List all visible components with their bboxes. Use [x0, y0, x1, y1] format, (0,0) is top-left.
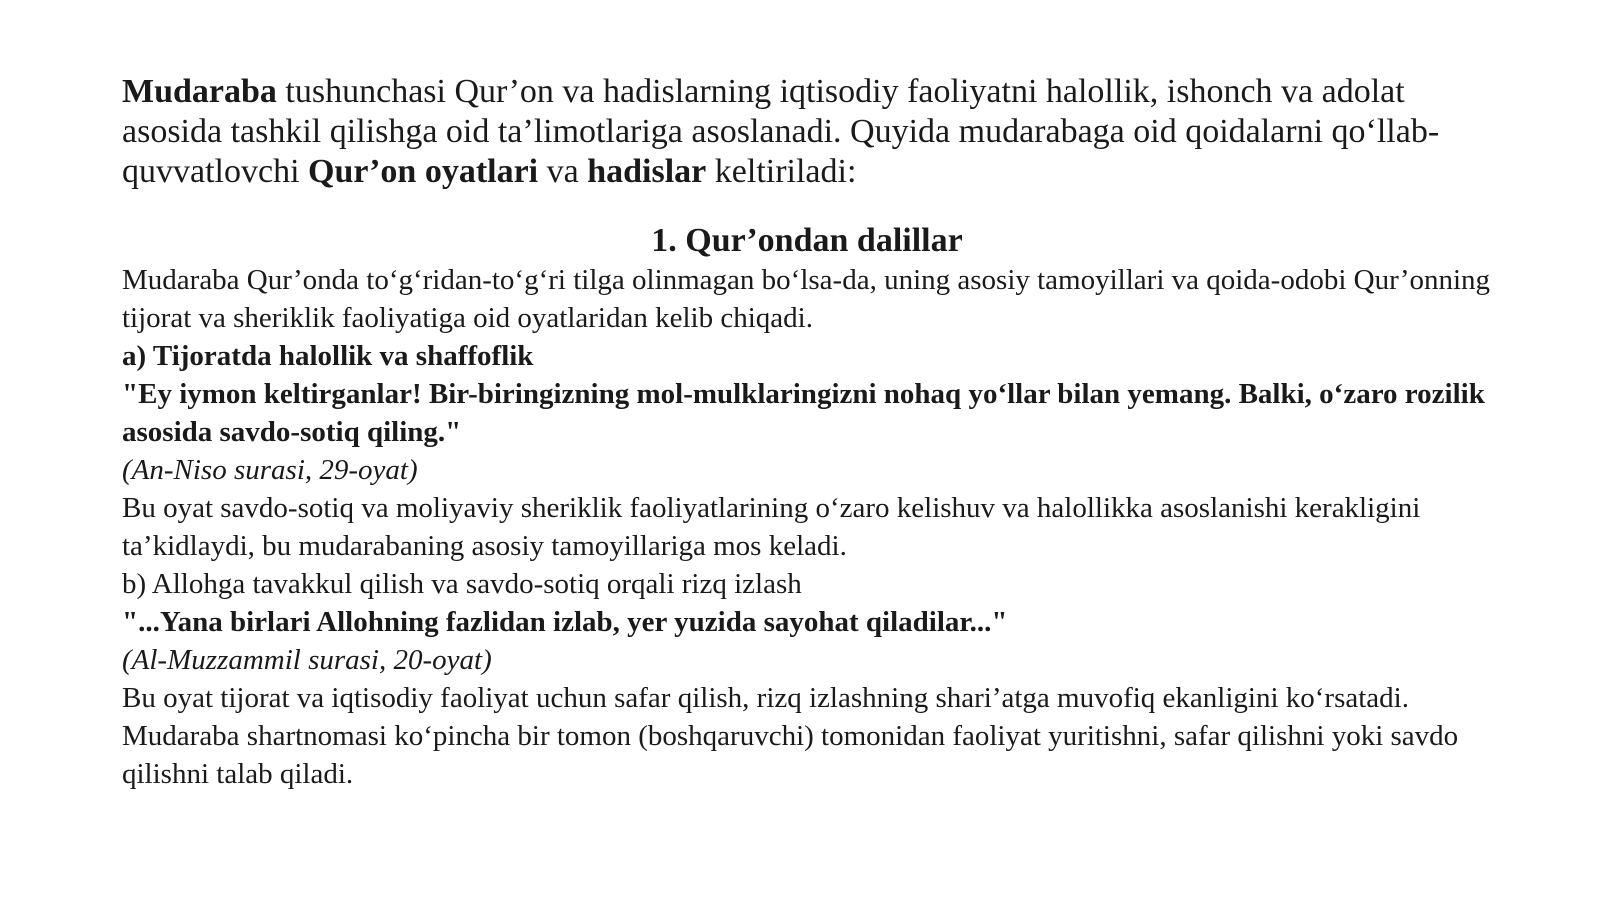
- intro-text-3: keltiriladi:: [706, 153, 857, 190]
- intro-paragraph: [122, 72, 1492, 192]
- subheading-b: b) Allohga tavakkul qilish va savdo-sotiq orqali rizq izlash: [122, 568, 802, 600]
- term-mudaraba: Mudaraba: [122, 73, 277, 110]
- section-intro: Mudaraba Qur’onda to‘g‘ridan-to‘g‘ri tilga olinmagan bo‘lsa-da, uning asosiy tamoyillari va qoida-odobi Qur’onning tijorat va sheriklik faoliyatiga oid oyatlaridan kelib chiqadi.: [122, 264, 1491, 334]
- intro-text-1: tushunchasi Qur’on va hadislarning iqtisodiy faoliyatni halollik, ishonch va adolat asosida tashkil qilishga oid ta’limotlariga asoslanadi. Quyida mudarabaga oid qoidalarni qo‘llab-quvvatlovchi: [122, 73, 1440, 190]
- intro-text-2: va: [538, 153, 588, 190]
- quote-a: "Ey iymon keltirganlar! Bir-biringizning mol-mulklaringizni nohaq yo‘llar bilan yemang. Balki, o‘zaro rozilik asosida savdo-sotiq qiling.": [122, 378, 1485, 448]
- reference-b: (Al-Muzzammil surasi, 20-oyat): [122, 644, 492, 676]
- commentary-a: Bu oyat savdo-sotiq va moliyaviy sheriklik faoliyatlarining o‘zaro kelishuv va halollikka asoslanishi kerakligini ta’kidlaydi, bu mudarabaning asosiy tamoyillariga mos keladi.: [122, 492, 1421, 562]
- term-quron-oyatlari: Qur’on oyatlari: [308, 153, 539, 190]
- subheading-a: a) Tijoratda halollik va shaffoflik: [122, 340, 534, 372]
- term-hadislar: hadislar: [587, 153, 707, 190]
- slide-content: [122, 72, 1492, 793]
- section-title: 1. Qur’ondan dalillar: [651, 222, 963, 259]
- reference-a: (An-Niso surasi, 29-oyat): [122, 454, 418, 486]
- quote-b: "...Yana birlari Allohning fazlidan izlab, yer yuzida sayohat qiladilar...": [122, 606, 1008, 638]
- commentary-b: Bu oyat tijorat va iqtisodiy faoliyat uchun safar qilish, rizq izlashning shari’atga muvofiq ekanligini ko‘rsatadi. Mudaraba shartnomasi ko‘pincha bir tomon (boshqaruvchi) tomonidan faoliyat yuritishni, safar qilishni yoki savdo qilishni talab qiladi.: [122, 682, 1459, 790]
